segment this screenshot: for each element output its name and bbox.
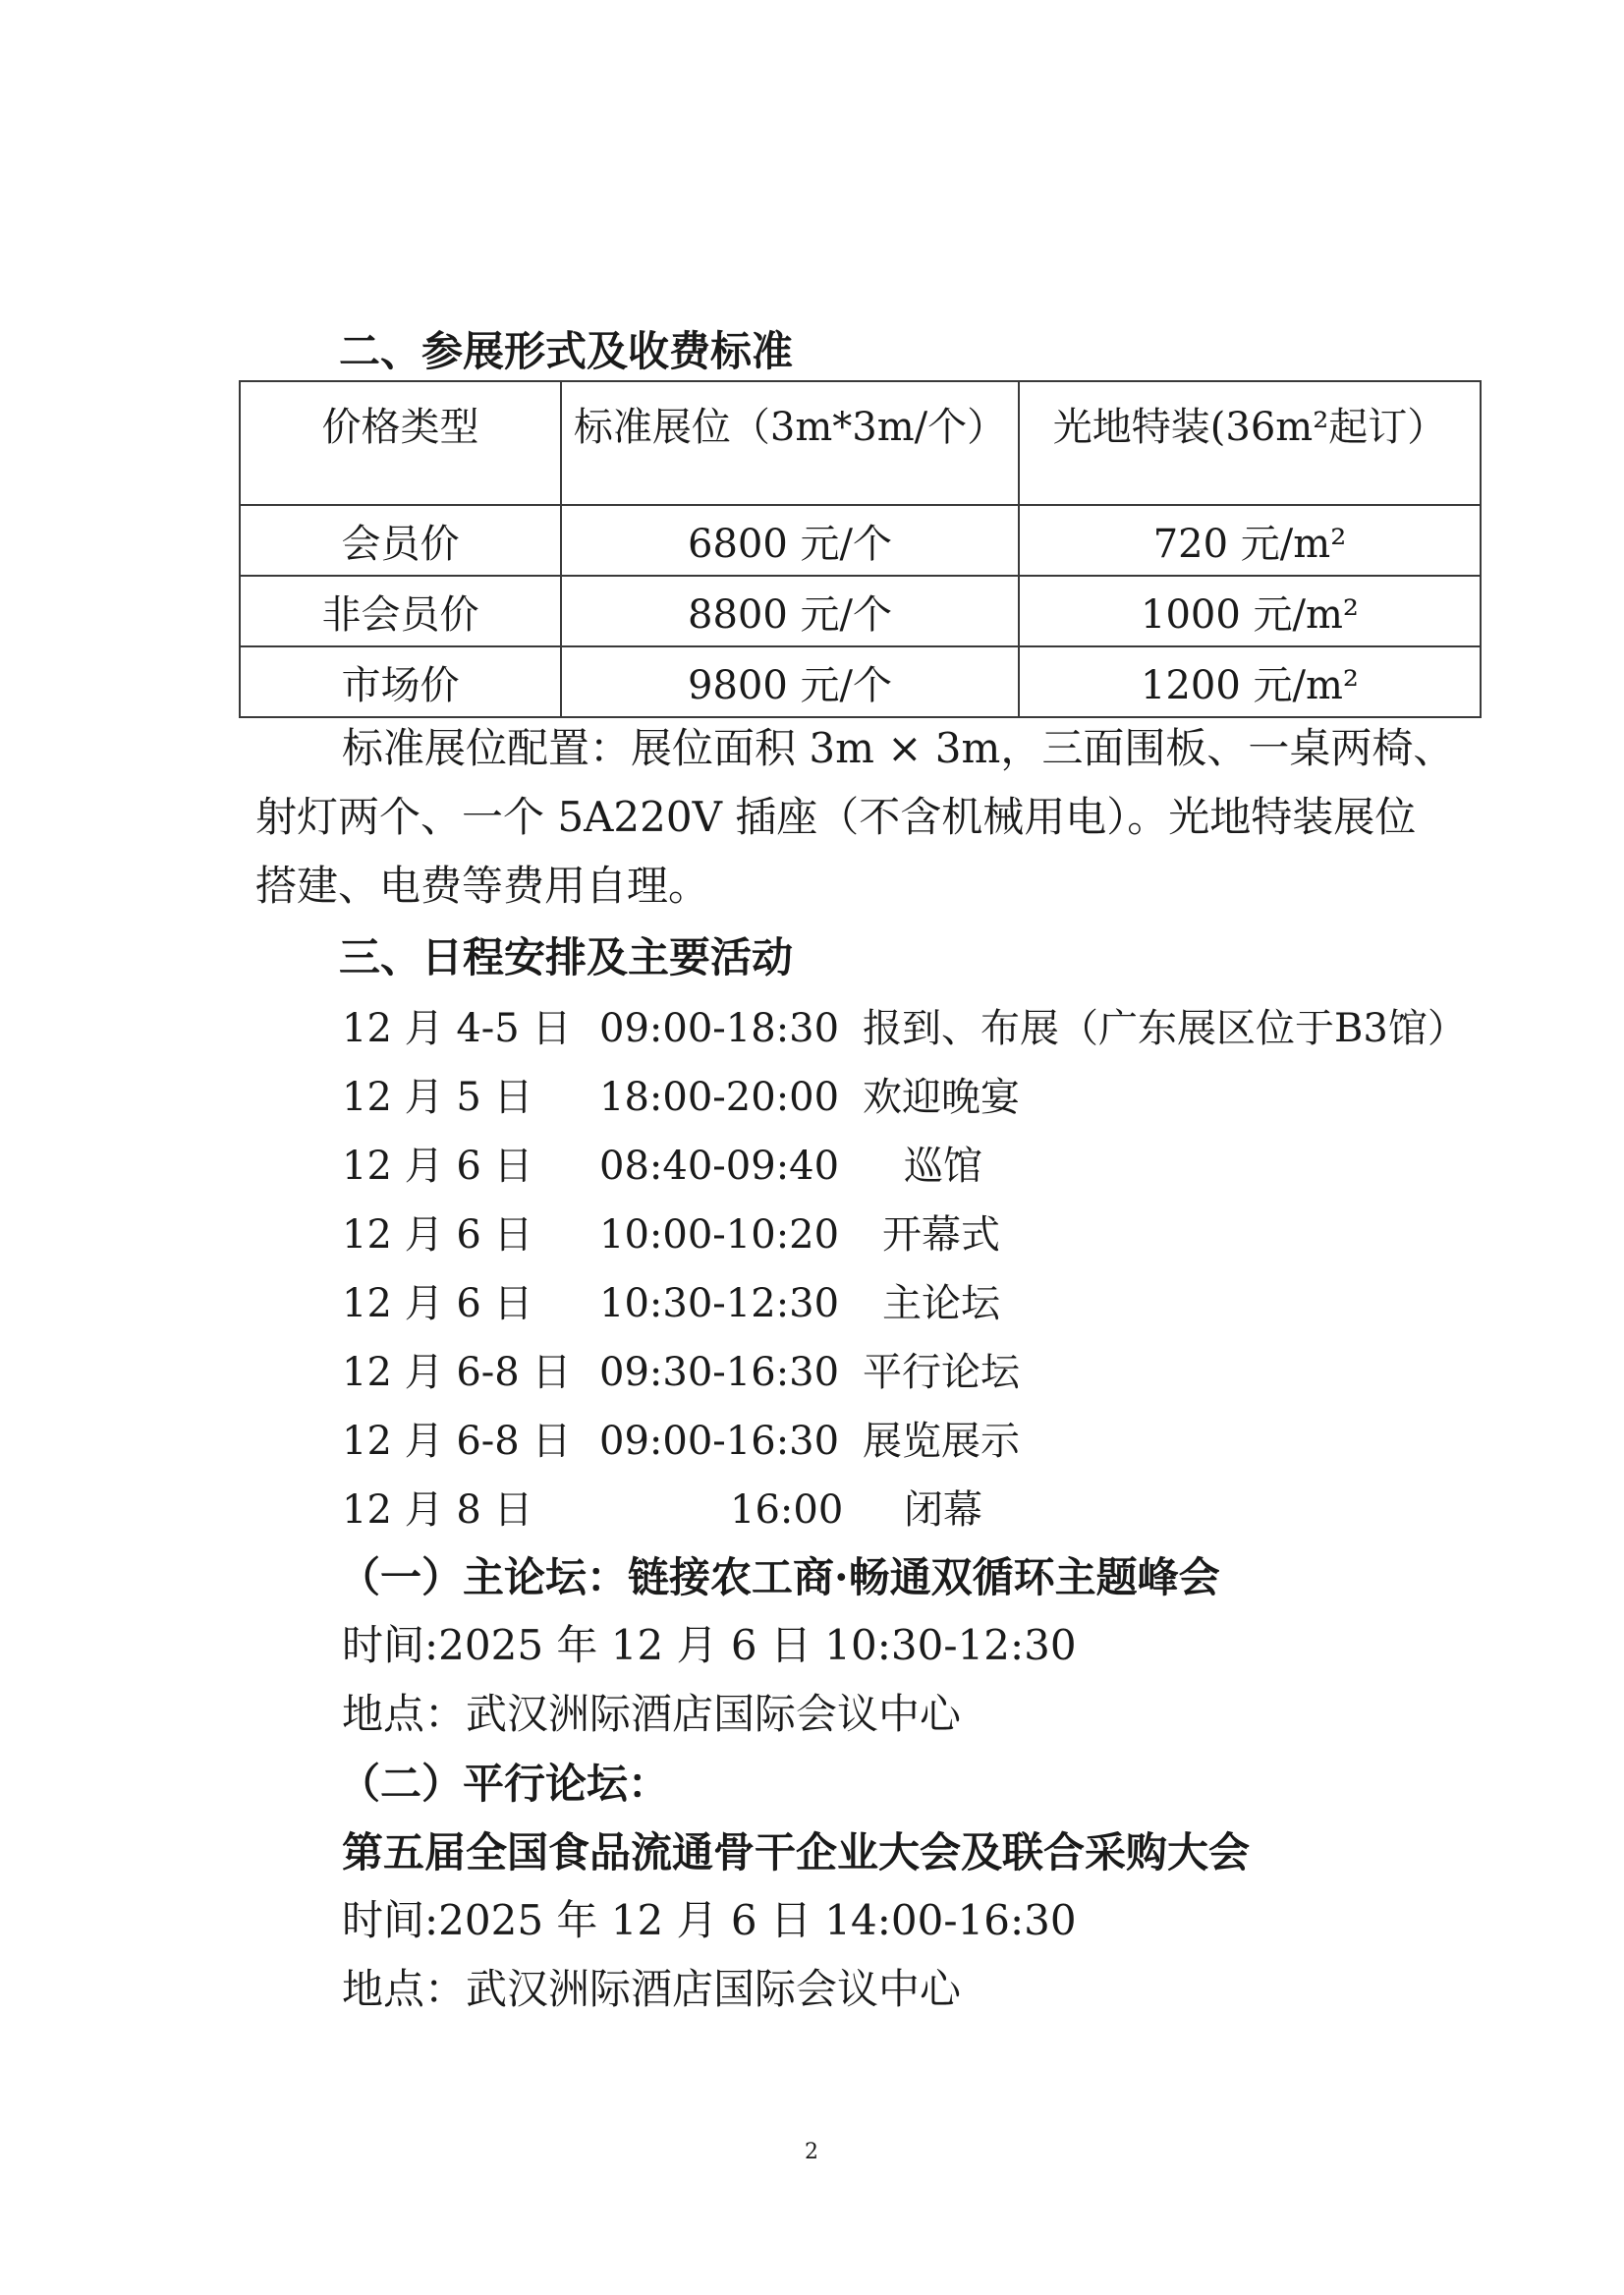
- schedule-time: 08:40-09:40: [599, 1144, 840, 1189]
- schedule-time: 09:00-18:30: [599, 1006, 840, 1051]
- page-number: 2: [805, 2140, 818, 2164]
- schedule-date: 12 月 5 日: [342, 1075, 533, 1120]
- schedule-time: 18:00-20:00: [599, 1075, 840, 1120]
- schedule-date: 12 月 6-8 日: [342, 1350, 572, 1395]
- cell-member-raw: 720 元/m²: [1019, 505, 1481, 576]
- booth-config-line-3: 搭建、电费等费用自理。: [255, 862, 710, 910]
- cell-member-label: 会员价: [240, 505, 561, 576]
- schedule-event: 闭幕: [904, 1487, 982, 1533]
- schedule-date: 12 月 6-8 日: [342, 1419, 572, 1464]
- booth-config-line-2: 射灯两个、一个 5A220V 插座（不含机械用电）。光地特装展位: [255, 793, 1417, 841]
- cell-member-standard: 6800 元/个: [561, 505, 1019, 576]
- forum-2-subtitle: 第五届全国食品流通骨干企业大会及联合采购大会: [342, 1828, 1251, 1876]
- schedule-time: 10:00-10:20: [599, 1212, 840, 1258]
- header-standard-booth: 标准展位（3m*3m/个）: [561, 381, 1019, 505]
- cell-nonmember-raw: 1000 元/m²: [1019, 576, 1481, 646]
- schedule-event: 平行论坛: [863, 1350, 1020, 1395]
- schedule-event: 报到、布展（广东展区位于B3馆）: [863, 1006, 1467, 1051]
- schedule-date: 12 月 4-5 日: [342, 1006, 572, 1051]
- schedule-event: 开幕式: [882, 1212, 1000, 1258]
- schedule-date: 12 月 6 日: [342, 1281, 533, 1326]
- schedule-time: 16:00: [730, 1487, 844, 1533]
- cell-nonmember-standard: 8800 元/个: [561, 576, 1019, 646]
- table-row: [240, 576, 1481, 646]
- schedule-event: 主论坛: [882, 1281, 1000, 1326]
- cell-nonmember-label: 非会员价: [240, 576, 561, 646]
- schedule-event: 展览展示: [863, 1419, 1020, 1464]
- forum-1-title: （一）主论坛：链接农工商·畅通双循环主题峰会: [339, 1553, 1220, 1601]
- fee-table: [239, 380, 1482, 718]
- fee-table-header-row: [240, 381, 1481, 505]
- cell-market-label: 市场价: [240, 646, 561, 717]
- schedule-event: 欢迎晚宴: [863, 1075, 1020, 1120]
- schedule-date: 12 月 6 日: [342, 1212, 533, 1258]
- schedule-date: 12 月 8 日: [342, 1487, 533, 1533]
- forum-2-location: 地点：武汉洲际酒店国际会议中心: [342, 1965, 962, 2013]
- schedule-time: 10:30-12:30: [599, 1281, 840, 1326]
- section-2-heading: 二、参展形式及收费标准: [339, 327, 794, 375]
- cell-market-standard: 9800 元/个: [561, 646, 1019, 717]
- section-3-heading: 三、日程安排及主要活动: [339, 933, 794, 981]
- booth-config-line-1: 标准展位配置：展位面积 3m × 3m，三面围板、一桌两椅、: [342, 724, 1455, 772]
- forum-1-location: 地点：武汉洲际酒店国际会议中心: [342, 1690, 962, 1738]
- forum-2-time: 时间:2025 年 12 月 6 日 14:00-16:30: [342, 1896, 1077, 1944]
- table-row: [240, 505, 1481, 576]
- schedule-event: 巡馆: [904, 1144, 982, 1189]
- table-row: [240, 646, 1481, 717]
- schedule-time: 09:30-16:30: [599, 1350, 840, 1395]
- header-raw-space: 光地特装(36m²起订）: [1019, 381, 1481, 505]
- header-price-type: 价格类型: [240, 381, 561, 505]
- schedule-date: 12 月 6 日: [342, 1144, 533, 1189]
- forum-1-time: 时间:2025 年 12 月 6 日 10:30-12:30: [342, 1621, 1077, 1669]
- forum-2-title: （二）平行论坛：: [339, 1760, 670, 1808]
- cell-market-raw: 1200 元/m²: [1019, 646, 1481, 717]
- schedule-time: 09:00-16:30: [599, 1419, 840, 1464]
